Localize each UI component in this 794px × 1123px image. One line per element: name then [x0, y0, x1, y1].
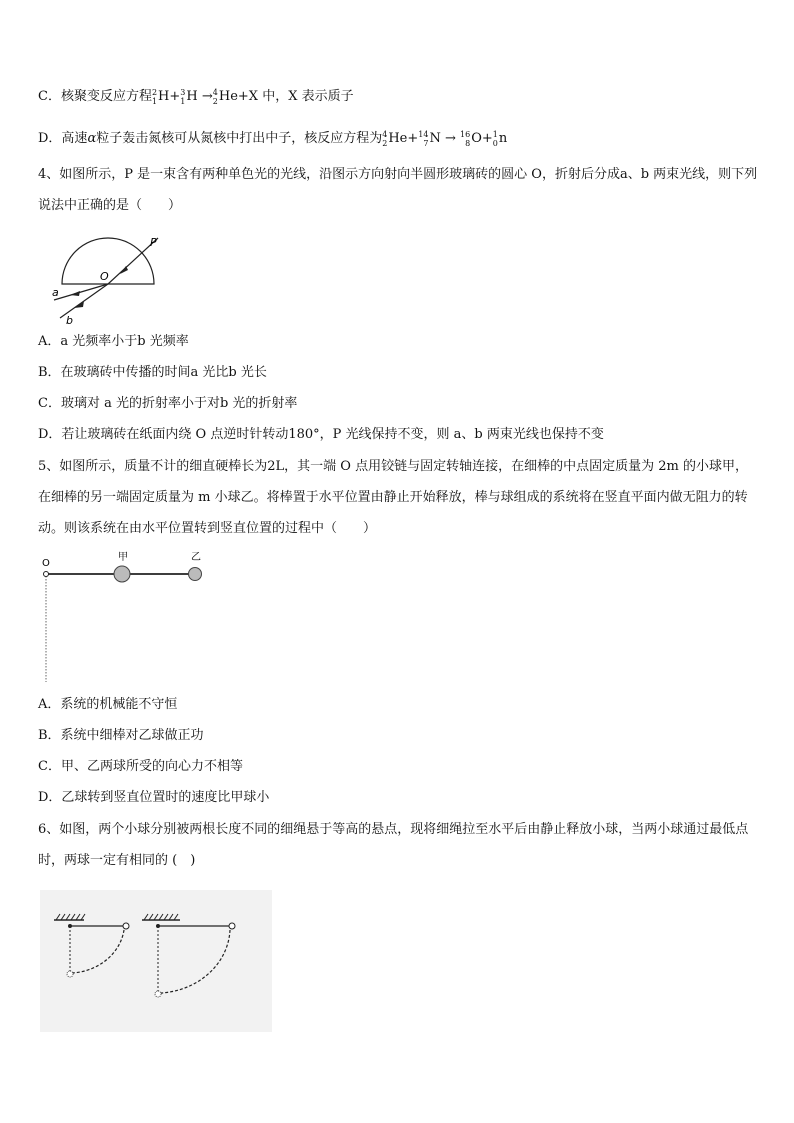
isotope-n14: 14 7 [418, 130, 429, 148]
ball-yi [189, 568, 202, 581]
isotope-he: 4 2 [212, 88, 218, 106]
q5-figure-rod-balls [36, 546, 216, 686]
q5-option-b: B．系统中细棒对乙球做正功 [38, 728, 204, 743]
q3-option-c: C．核聚变反应方程 2 1 H+ 3 1 H → 4 2 He+X 中，X 表示质子 [38, 88, 354, 106]
q6-stem: 6、如图，两个小球分别被两根长度不同的细绳悬于等高的悬点，现将细绳拉至水平后由静止释放小球，当两小球通过最低点时，两球一定有相同的 ( ) [38, 822, 749, 868]
refracted-ray-a [54, 284, 108, 300]
label-p: P [150, 236, 157, 249]
label-yi: 乙 [191, 552, 201, 563]
isotope-he: 4 2 [382, 130, 388, 148]
label-o: O [100, 270, 109, 283]
q5-option-c: C．甲、乙两球所受的向心力不相等 [38, 759, 243, 774]
q4-option-b: B．在玻璃砖中传播的时间a 光比b 光长 [38, 365, 267, 380]
q4-option-c: C．玻璃对 a 光的折射率小于对b 光的折射率 [38, 396, 298, 411]
q4-stem: 4、如图所示，P 是一束含有两种单色光的光线，沿图示方向射向半圆形玻璃砖的圆心 O，折射后分成a、b 两束光线，则下列说法中正确的是（ ） [38, 167, 758, 213]
q4-option-d: D．若让玻璃砖在纸面内绕 O 点逆时针转动180°，P 光线保持不变，则 a、b 两束光线也保持不变 [38, 427, 604, 442]
option-text: C．核聚变反应方程 [38, 89, 152, 104]
isotope-o16: 16 8 [460, 130, 471, 148]
q5-option-d: D．乙球转到竖直位置时的速度比甲球小 [38, 790, 270, 805]
q5-option-a: A．系统的机械能不守恒 [38, 697, 178, 712]
label-a: a [52, 286, 59, 299]
label-b: b [66, 314, 73, 327]
isotope-h2: 2 1 [151, 88, 158, 106]
q4-figure-semicircle-glass [40, 228, 170, 328]
label-jia: 甲 [118, 552, 128, 563]
q5-stem: 5、如图所示，质量不计的细直硬棒长为2L，其一端 O 点用铰链与固定转轴连接，在细棒的中点固定质量为 2m 的小球甲，在细棒的另一端固定质量为 m 小球乙。将棒置于水平位置由静止开始释放，棒与球组成的系统将在竖直平面内做无阻力的转动。则该系统在由水平位置转到竖直位置的过程中（ ） [38, 459, 748, 536]
ball-jia [114, 566, 130, 582]
pivot [44, 572, 49, 577]
q3-option-d: D．高速α粒子轰击氮核可从氮核中打出中子，核反应方程为 4 2 He+ 14 7 N → 16 8 O+ 1 0 n [38, 130, 508, 148]
q4-option-a: A．a 光频率小于b 光频率 [38, 334, 189, 349]
isotope-neutron: 1 0 [492, 130, 498, 148]
label-o: O [42, 558, 50, 569]
q6-figure-pendulums [40, 890, 272, 1032]
isotope-h3: 3 1 [180, 88, 186, 106]
